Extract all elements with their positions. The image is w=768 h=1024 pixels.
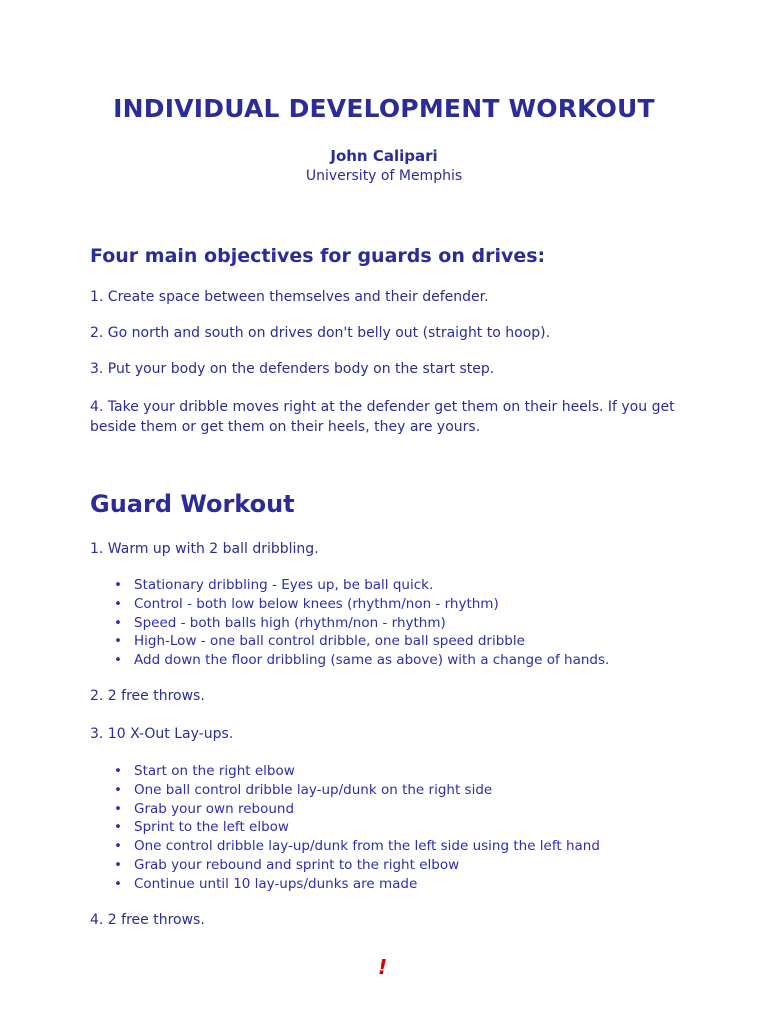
list-item: • Grab your own rebound — [90, 800, 600, 819]
author-name: John Calipari — [330, 147, 438, 165]
list-item: • One control dribble lay-up/dunk from the left side using the left hand — [90, 837, 600, 856]
list-item: • One ball control dribble lay-up/dunk on the right side — [90, 781, 600, 800]
step-4-label: 4. 2 free throws. — [90, 912, 205, 928]
step-1-bullet-list — [90, 576, 609, 670]
list-item: • Start on the right elbow — [90, 762, 600, 781]
document-title: INDIVIDUAL DEVELOPMENT WORKOUT — [113, 94, 655, 123]
list-item: • Grab your rebound and sprint to the right elbow — [90, 856, 600, 875]
step-2-label: 2. 2 free throws. — [90, 688, 205, 704]
objective-item-2: 2. Go north and south on drives don't belly out (straight to hoop). — [90, 325, 551, 341]
objective-item-3: 3. Put your body on the defenders body on the start step. — [90, 361, 495, 377]
step-3-label: 3. 10 X-Out Lay-ups. — [90, 726, 234, 742]
list-item: • High-Low - one ball control dribble, one ball speed dribble — [90, 632, 609, 651]
objectives-heading: Four main objectives for guards on drives: — [90, 245, 546, 267]
list-item: • Control - both low below knees (rhythm/non - rhythm) — [90, 595, 609, 614]
list-item: • Add down the floor dribbling (same as above) with a change of hands. — [90, 651, 609, 670]
step-3-bullet-list — [90, 762, 600, 894]
list-item: • Continue until 10 lay-ups/dunks are made — [90, 875, 600, 894]
guard-workout-heading: Guard Workout — [90, 490, 295, 518]
footer-exclamation-mark: ! — [378, 955, 388, 979]
author-affiliation: University of Memphis — [305, 168, 463, 184]
list-item: • Speed - both balls high (rhythm/non - rhythm) — [90, 614, 609, 633]
objective-item-1: 1. Create space between themselves and their defender. — [90, 289, 489, 305]
step-1-label: 1. Warm up with 2 ball dribbling. — [90, 541, 319, 557]
list-item: • Stationary dribbling - Eyes up, be ball quick. — [90, 576, 609, 595]
objective-item-4: 4. Take your dribble moves right at the defender get them on their heels. If you get beside them or get them on their heels, they are yours. — [90, 399, 675, 435]
list-item: • Sprint to the left elbow — [90, 818, 600, 837]
